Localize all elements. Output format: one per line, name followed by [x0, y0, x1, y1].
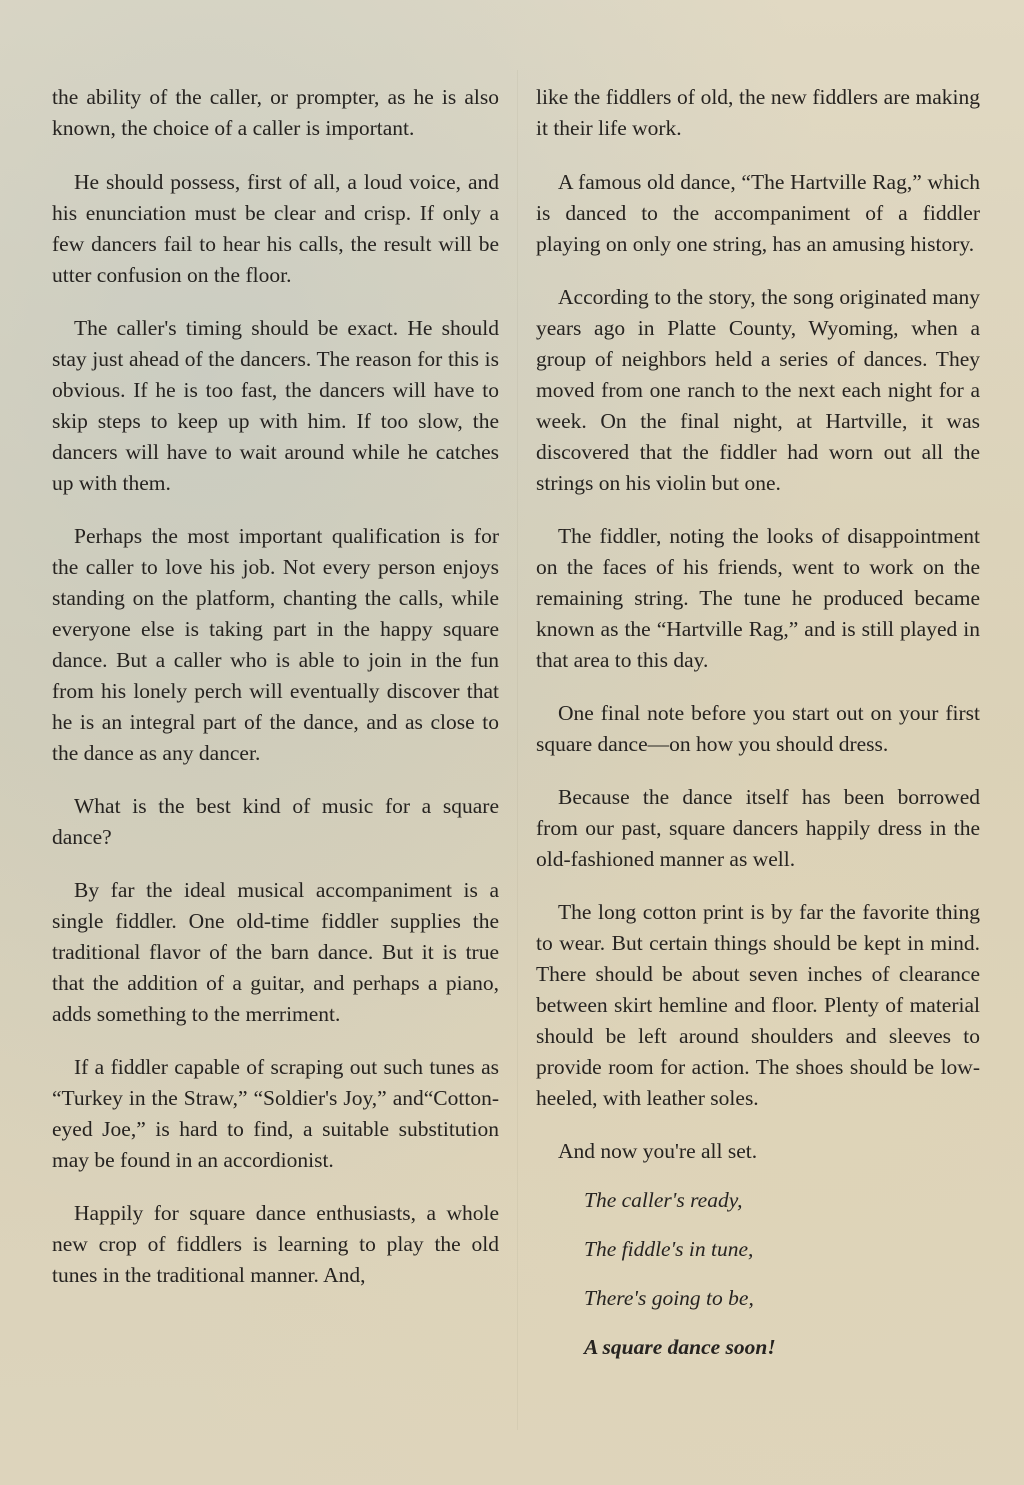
- paragraph-timing: The caller's timing should be exact. He should stay just ahead of the dancers. The reason for this is obvious. If he is too fast, the dancers will have to skip steps to keep up with him. If too slow, the dancers will have to wait around while he catches up with them.: [52, 316, 499, 495]
- paragraph-accordionist: If a fiddler capable of scraping out such tunes as “Turkey in the Straw,” “Soldier's Joy,” and“Cotton-eyed Joe,” is hard to find, a suitable substitution may be found in an accordionist.: [52, 1055, 499, 1172]
- verse-line: The fiddle's in tune,: [584, 1237, 754, 1261]
- verse-line: A square dance soon!: [584, 1335, 776, 1359]
- right-column: [536, 82, 980, 1381]
- paragraph-single-fiddler: By far the ideal musical accompaniment is a single fiddler. One old-time fiddler supplies the traditional flavor of the barn dance. But it is true that the addition of a guitar, and perhaps a piano, adds something to the merriment.: [52, 878, 499, 1026]
- paragraph-love-job: Perhaps the most important qualification is for the caller to love his job. Not every person enjoys standing on the platform, chanting the calls, while everyone else is taking part in the happy square dance. But a caller who is able to join in the fun from his lonely perch will eventually discover that he is an integral part of the dance, and as close to the dance as any dancer.: [52, 524, 499, 765]
- closing-line: And now you're all set.: [558, 1139, 758, 1163]
- paragraph-hartville-rag: A famous old dance, “The Hartville Rag,” which is danced to the accompaniment of a fiddler playing on only one string, has an amusing history.: [536, 170, 980, 256]
- left-column: [52, 82, 499, 1313]
- paragraph-caller-choice: the ability of the caller, or prompter, as he is also known, the choice of a caller is important.: [52, 85, 499, 140]
- paragraph-music-question: What is the best kind of music for a square dance?: [52, 794, 499, 849]
- paragraph-story-origin: According to the story, the song originated many years ago in Platte County, Wyoming, when a group of neighbors held a series of dances. They moved from one ranch to the next each night for a week. On the final night, at Hartville, it was discovered that the fiddler had worn out all the strings on his violin but one.: [536, 285, 980, 495]
- paragraph-cotton-print: The long cotton print is by far the favorite thing to wear. But certain things should be kept in mind. There should be about seven inches of clearance between skirt hemline and floor. Plenty of material should be left around shoulders and sleeves to provide room for action. The shoes should be low-heeled, with leather soles.: [536, 900, 980, 1110]
- column-gutter: [517, 70, 518, 1430]
- closing-verse: [584, 1185, 980, 1363]
- paragraph-new-fiddlers: Happily for square dance enthusiasts, a whole new crop of fiddlers is learning to play the old tunes in the traditional manner. And,: [52, 1201, 499, 1287]
- paragraph-loud-voice: He should possess, first of all, a loud voice, and his enunciation must be clear and crisp. If only a few dancers fail to hear his calls, the result will be utter confusion on the floor.: [52, 170, 499, 287]
- verse-line: The caller's ready,: [584, 1188, 743, 1212]
- paragraph-how-to-dress: One final note before you start out on your first square dance—on how you should dress.: [536, 701, 980, 756]
- paragraph-remaining-string: The fiddler, noting the looks of disappointment on the faces of his friends, went to work on the remaining string. The tune he produced became known as the “Hartville Rag,” and is still played in that area to this day.: [536, 524, 980, 672]
- paragraph-old-fashioned: Because the dance itself has been borrowed from our past, square dancers happily dress in the old-fashioned manner as well.: [536, 785, 980, 871]
- paragraph-life-work: like the fiddlers of old, the new fiddlers are making it their life work.: [536, 85, 980, 140]
- verse-line: There's going to be,: [584, 1286, 754, 1310]
